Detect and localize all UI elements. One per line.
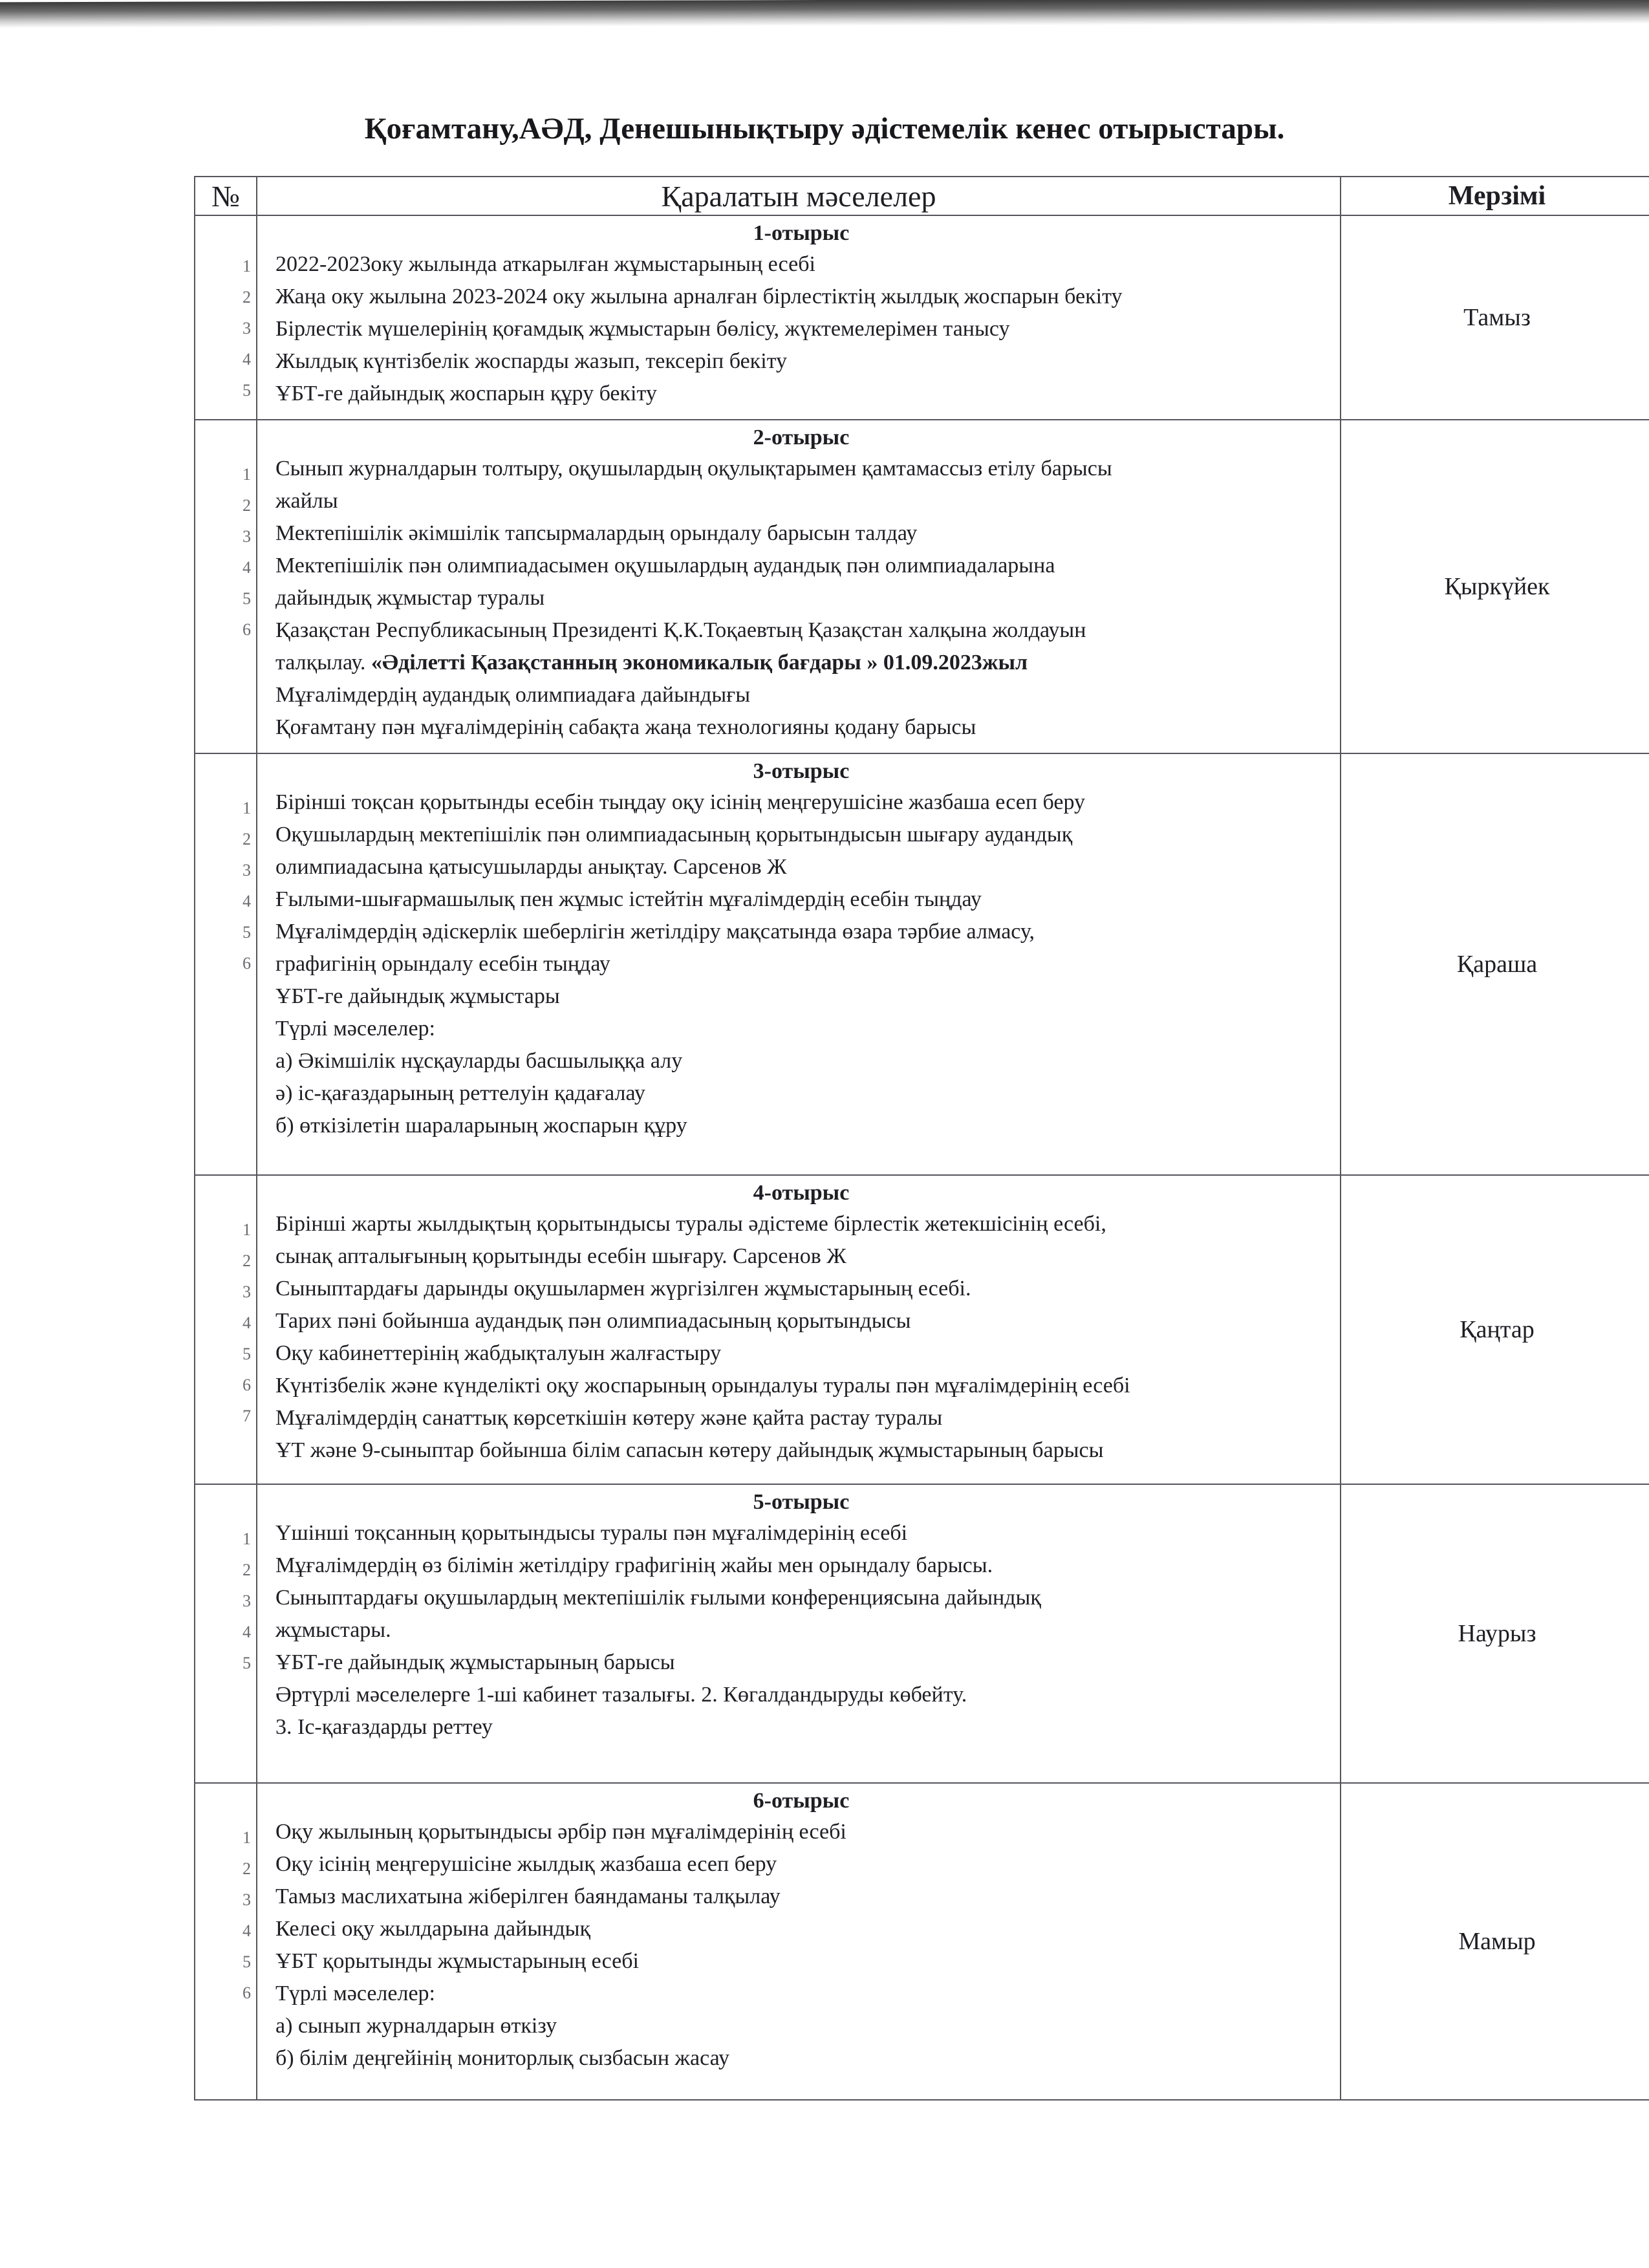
session-row [195, 420, 1649, 753]
item-number: 3 [242, 319, 251, 338]
agenda-line [275, 1647, 1327, 1679]
item-number: 4 [242, 1623, 251, 1641]
session-topics [257, 215, 1341, 420]
session-month: Қараша [1341, 753, 1649, 1175]
agenda-line-text: Сыныптардағы дарынды оқушылармен жүргізілген жұмыстарының есебі. [275, 1277, 971, 1301]
session-month: Мамыр [1341, 1783, 1649, 2100]
session-month: Наурыз [1341, 1484, 1649, 1783]
item-number: 5 [242, 589, 251, 608]
session-title: 4-отырыс [753, 1181, 850, 1205]
agenda-line [275, 614, 1327, 647]
agenda-line [275, 1978, 1327, 2010]
session-item-numbers [195, 1783, 257, 2100]
agenda-line [275, 1881, 1327, 1913]
agenda-line [275, 883, 1327, 916]
agenda-line [275, 2010, 1327, 2042]
agenda-line-text: ҰБТ қорытынды жұмыстарының есебі [275, 1949, 639, 1973]
agenda-line-text: талқылау. [275, 651, 366, 675]
agenda-line [275, 647, 1327, 679]
item-number: 4 [242, 1313, 251, 1332]
agenda-line-text: Оқу жылының қорытындысы әрбір пән мұғалімдерінің есебі [275, 1820, 846, 1844]
item-number: 5 [242, 1345, 251, 1363]
agenda-line [275, 1550, 1327, 1582]
agenda-line [275, 378, 1327, 410]
item-number: 2 [242, 1561, 251, 1579]
agenda-line-text: Сынып журналдарын толтыру, оқушылардың оқулықтарымен қамтамассыз етілу барысы [275, 457, 1112, 481]
agenda-line-text: Бірінші тоқсан қорытынды есебін тыңдау оқу ісінің меңгерушісіне жазбаша есеп беру [275, 790, 1086, 814]
agenda-line-text: Жаңа оку жылына 2023-2024 оку жылына арналған бірлестіктің жылдық жоспарын бекіту [275, 285, 1123, 308]
session-topics [257, 753, 1341, 1175]
agenda-line-text: Күнтізбелік және күнделікті оқу жоспарының орындалуы туралы пән мұғалімдерінің есебі [275, 1374, 1130, 1398]
agenda-line [275, 851, 1327, 883]
agenda-line [275, 1679, 1327, 1711]
agenda-line-text: 2022-2023оку жылында аткарылған жұмыстарының есебі [275, 252, 815, 276]
item-number: 1 [242, 1220, 251, 1239]
item-number: 2 [242, 1251, 251, 1270]
session-title: 6-отырыс [753, 1789, 850, 1813]
item-number: 1 [242, 1828, 251, 1847]
agenda-line [275, 1240, 1327, 1273]
item-number: 2 [242, 288, 251, 307]
agenda-line-text: Бірлестік мүшелерінің қоғамдық жұмыстарын бөлісу, жүктемелерімен танысу [275, 317, 1010, 341]
agenda-line-text: Үшінші тоқсанның қорытындысы туралы пән мұғалімдерінің есебі [275, 1521, 908, 1545]
item-number: 6 [242, 1376, 251, 1394]
agenda-line-text: олимпиадасына қатысушыларды анықтау. Сарсенов Ж [275, 855, 787, 879]
agenda-line [275, 1945, 1327, 1978]
agenda-line [275, 1517, 1327, 1550]
header-number: № [195, 177, 257, 215]
session-item-numbers [195, 1175, 257, 1484]
agenda-line [275, 1273, 1327, 1305]
agenda-line-text: дайындық жұмыстар туралы [275, 586, 545, 610]
item-number: 7 [242, 1407, 251, 1425]
agenda-line [275, 248, 1327, 281]
item-number: 2 [242, 1859, 251, 1878]
agenda-line-text: ә) іс-қағаздарының реттелуін қадағалау [275, 1081, 645, 1105]
session-topics [257, 420, 1341, 753]
agenda-line [275, 2042, 1327, 2075]
session-topics [257, 1484, 1341, 1783]
agenda-line-text: а) сынып журналдарын өткізу [275, 2014, 557, 2038]
agenda-line [275, 1816, 1327, 1848]
agenda-line-text: Сыныптардағы оқушылардың мектепішілік ғылыми конференциясына дайындық [275, 1586, 1041, 1610]
agenda-line-text: Оқушылардың мектепішілік пән олимпиадасының қорытындысын шығару аудандық [275, 823, 1073, 847]
agenda-line-text: б) өткізілетін шараларының жоспарын құру [275, 1114, 687, 1138]
table-header-row [195, 177, 1649, 215]
agenda-line-text: Бірінші жарты жылдықтың қорытындысы туралы әдістеме бірлестік жетекшісінің есебі, [275, 1212, 1106, 1236]
item-number: 4 [242, 1921, 251, 1940]
agenda-line-text: ҰБТ-ге дайындық жоспарын құру бекіту [275, 382, 657, 405]
agenda-line-text: Қазақстан Республикасының Президенті Қ.К.Тоқаевтың Қазақстан халқына жолдауын [275, 618, 1086, 642]
item-number: 1 [242, 257, 251, 275]
item-number: 2 [242, 496, 251, 515]
item-number: 5 [242, 923, 251, 942]
agenda-line [275, 1045, 1327, 1077]
session-row [195, 1175, 1649, 1484]
address-title-bold: «Әділетті Қазақстанның экономикалық бағдары » 01.09.2023жыл [371, 651, 1028, 675]
agenda-line [275, 453, 1327, 485]
agenda-line [275, 1305, 1327, 1337]
agenda-line-text: сынақ апталығының қорытынды есебін шығару. Сарсенов Ж [275, 1244, 846, 1268]
agenda-line-text: жайлы [275, 489, 338, 513]
meetings-table [194, 176, 1649, 2101]
agenda-line [275, 1110, 1327, 1142]
sessions-body [195, 215, 1649, 2100]
scan-edge [0, 0, 1649, 28]
agenda-line [275, 948, 1327, 980]
agenda-line-text: Қоғамтану пән мұғалімдерінің сабақта жаңа технологияны қодану барысы [275, 715, 976, 739]
item-number: 3 [242, 527, 251, 546]
agenda-line [275, 1370, 1327, 1402]
agenda-line [275, 1434, 1327, 1467]
session-row [195, 215, 1649, 420]
item-number: 3 [242, 1592, 251, 1610]
agenda-line-text: Түрлі мәселелер: [275, 1017, 435, 1041]
agenda-line [275, 980, 1327, 1013]
item-number: 6 [242, 620, 251, 639]
agenda-line-text: Оқу кабинеттерінің жабдықталуын жалғастыру [275, 1341, 722, 1365]
session-title: 5-отырыс [753, 1490, 850, 1514]
agenda-line [275, 313, 1327, 345]
agenda-line-text: Мұғалімдердің әдіскерлік шеберлігін жетілдіру мақсатында өзара тәрбие алмасу, [275, 920, 1035, 944]
agenda-line-text: Мұғалімдердің санаттық көрсеткішін көтеру және қайта растау туралы [275, 1406, 943, 1430]
session-row [195, 1484, 1649, 1783]
session-topics [257, 1783, 1341, 2100]
agenda-line-text: Мектепішілік пән олимпиадасымен оқушылардың аудандық пән олимпиадаларына [275, 554, 1055, 578]
agenda-line [275, 1077, 1327, 1110]
agenda-line [275, 1208, 1327, 1240]
agenda-line [275, 1848, 1327, 1881]
agenda-line-text: б) білім деңгейінің мониторлық сызбасын жасау [275, 2046, 729, 2070]
item-number: 2 [242, 830, 251, 848]
agenda-line [275, 1614, 1327, 1647]
agenda-line [275, 550, 1327, 582]
item-number: 3 [242, 861, 251, 880]
agenda-line [275, 916, 1327, 948]
agenda-line-text: 3. Іс-қағаздарды реттеу [275, 1715, 493, 1739]
agenda-line-text: Ғылыми-шығармашылық пен жұмыс істейтін мұғалімдердің есебін тыңдау [275, 887, 982, 911]
agenda-line-text: Әртүрлі мәселелерге 1-ші кабинет тазалығы. 2. Көгалдандыруды көбейту. [275, 1683, 967, 1707]
agenda-line [275, 1582, 1327, 1614]
header-date: Мерзімі [1341, 177, 1649, 215]
agenda-line-text: Түрлі мәселелер: [275, 1982, 435, 2005]
agenda-line [275, 679, 1327, 711]
agenda-line-text: Келесі оқу жылдарына дайындық [275, 1917, 591, 1941]
session-item-numbers [195, 1484, 257, 1783]
item-number: 4 [242, 558, 251, 577]
agenda-line [275, 1402, 1327, 1434]
item-number: 1 [242, 1529, 251, 1548]
item-number: 3 [242, 1890, 251, 1909]
agenda-line [275, 819, 1327, 851]
session-month: Тамыз [1341, 215, 1649, 420]
agenda-line-text: Тарих пәні бойынша аудандық пән олимпиадасының қорытындысы [275, 1309, 911, 1333]
item-number: 3 [242, 1282, 251, 1301]
item-number: 5 [242, 1654, 251, 1672]
agenda-line-text: Оқу ісінің меңгерушісіне жылдық жазбаша есеп беру [275, 1852, 777, 1876]
session-row [195, 753, 1649, 1175]
session-title: 1-отырыс [753, 221, 850, 245]
agenda-line-text: жұмыстары. [275, 1618, 391, 1642]
agenda-line [275, 1337, 1327, 1370]
agenda-line [275, 786, 1327, 819]
session-topics [257, 1175, 1341, 1484]
agenda-line [275, 711, 1327, 744]
session-row [195, 1783, 1649, 2100]
session-month: Қаңтар [1341, 1175, 1649, 1484]
item-number: 1 [242, 799, 251, 817]
agenda-line-text: Мұғалімдердің өз білімін жетілдіру графигінің жайы мен орындалу барысы. [275, 1553, 993, 1577]
agenda-line-text: ҰТ және 9-сыныптар бойынша білім сапасын көтеру дайындық жұмыстарының барысы [275, 1438, 1104, 1462]
agenda-line-text: Жылдық күнтізбелік жоспарды жазып, тексеріп бекіту [275, 349, 788, 373]
agenda-line-text: а) Әкімшілік нұсқауларды басшылыққа алу [275, 1049, 683, 1073]
item-number: 5 [242, 381, 251, 400]
item-number: 1 [242, 465, 251, 484]
agenda-line [275, 345, 1327, 378]
session-title: 2-отырыс [753, 426, 850, 449]
agenda-line [275, 1711, 1327, 1744]
item-number: 4 [242, 350, 251, 369]
agenda-line [275, 582, 1327, 614]
session-title: 3-отырыс [753, 759, 850, 783]
agenda-line [275, 1913, 1327, 1945]
agenda-line-text: Мұғалімдердің аудандық олимпиадаға дайындығы [275, 683, 751, 707]
agenda-line-text: Мектепішілік әкімшілік тапсырмалардың орындалу барысын талдау [275, 521, 918, 545]
item-number: 4 [242, 892, 251, 911]
session-month: Қыркүйек [1341, 420, 1649, 753]
session-item-numbers [195, 420, 257, 753]
agenda-line-text: Тамыз маслихатына жіберілген баяндаманы талқылау [275, 1885, 781, 1908]
item-number: 5 [242, 1952, 251, 1971]
agenda-line [275, 517, 1327, 550]
session-item-numbers [195, 215, 257, 420]
meetings-table-wrapper [194, 176, 1649, 2116]
agenda-line [275, 281, 1327, 313]
agenda-line-text: графигінің орындалу есебін тыңдау [275, 952, 610, 976]
agenda-line [275, 1013, 1327, 1045]
item-number: 6 [242, 954, 251, 973]
agenda-line-text: ҰБТ-ге дайындық жұмыстары [275, 984, 560, 1008]
agenda-line-text: ҰБТ-ге дайындық жұмыстарының барысы [275, 1650, 675, 1674]
item-number: 6 [242, 1983, 251, 2002]
page-title: Қоғамтану,АӘД, Денешынықтыру әдістемелік кенес отырыстары. [364, 112, 1285, 146]
agenda-line [275, 485, 1327, 517]
session-item-numbers [195, 753, 257, 1175]
header-topics: Қаралатын мәселелер [257, 177, 1341, 215]
